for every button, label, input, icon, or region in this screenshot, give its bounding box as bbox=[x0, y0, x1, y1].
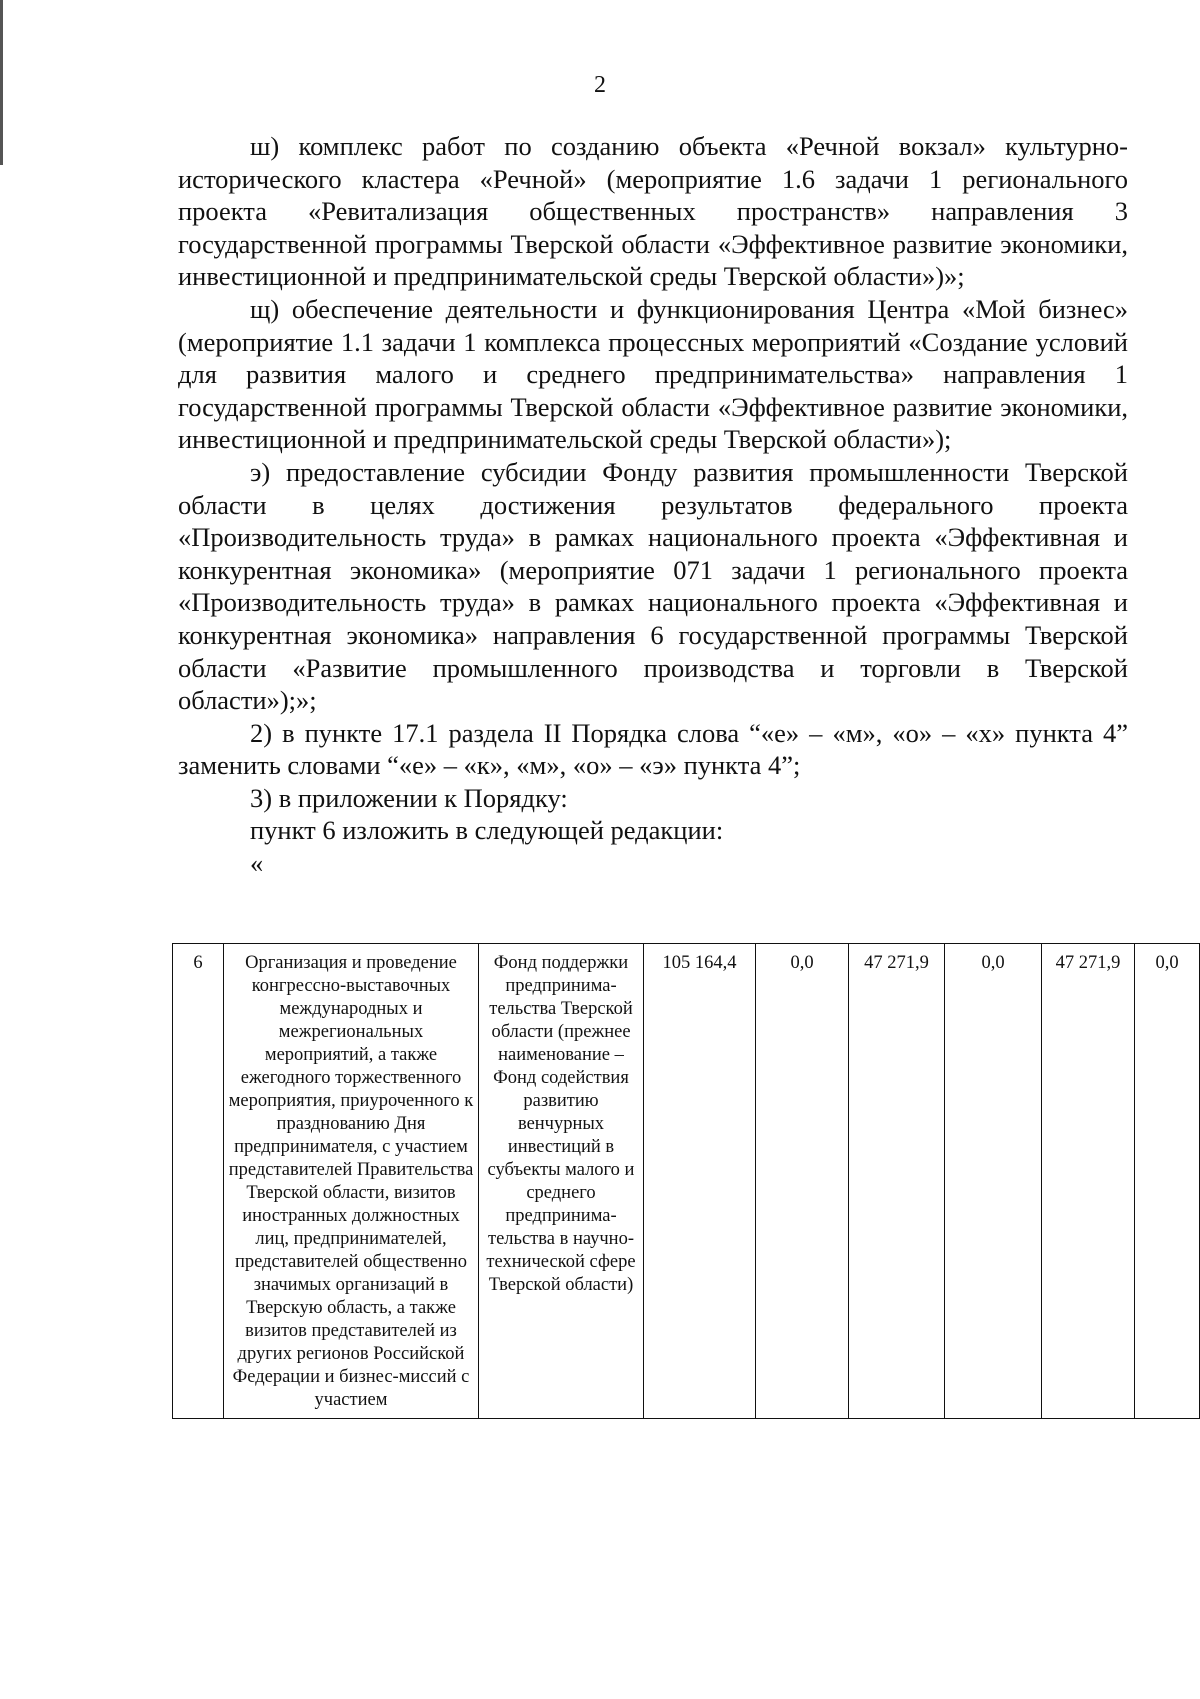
value-cell-1: 105 164,4 bbox=[644, 944, 756, 1419]
quote-open-mark: « bbox=[250, 848, 264, 879]
value-cell-4: 0,0 bbox=[945, 944, 1042, 1419]
paragraph-e: э) предоставление субсидии Фонду развития промышленности Тверской области в целях достижения результатов федерального проекта «Производительность труда» в рамках национального проекта «Эффективная и конкурентная экономика» (мероприятие 071 задачи 1 регионального проекта «Производительность труда» в рамках национального проекта «Эффективная и конкурентная экономика» направления 6 государственной программы Тверской области «Развитие промышленного производства и торговли в Тверской области»);»; bbox=[178, 456, 1128, 716]
value-cell-3: 47 271,9 bbox=[849, 944, 945, 1419]
paragraph-item-3: 3) в приложении к Порядку: bbox=[250, 782, 568, 813]
page-number: 2 bbox=[594, 72, 606, 98]
value-cell-2: 0,0 bbox=[756, 944, 849, 1419]
organization-cell: Фонд поддержки предпринима-тельства Тверской области (прежнее наименование – Фонд содействия развитию венчурных инвестиций в субъекты малого и среднего предпринима-тельства в научно-технической сфере Тверской области) bbox=[479, 944, 644, 1419]
appendix-table bbox=[172, 943, 1200, 1419]
document-body bbox=[178, 130, 1128, 880]
row-number-cell: 6 bbox=[173, 944, 224, 1419]
paragraph-item-3-sub: пункт 6 изложить в следующей редакции: bbox=[250, 815, 724, 846]
table-row bbox=[173, 944, 1200, 1419]
event-name-cell: Организация и проведение конгрессно-выставочных международных и межрегиональных мероприятий, а также ежегодного торжественного мероприятия, приуроченного к празднованию Дня предпринимателя, с участием представителей Правительства Тверской области, визитов иностранных должностных лиц, предпринимателей, представителей общественно значимых организаций в Тверскую область, а также визитов представителей из других регионов Российской Федерации и бизнес-миссий с участием bbox=[224, 944, 479, 1419]
paragraph-item-2: 2) в пункте 17.1 раздела II Порядка слова “«е» – «м», «о» – «х» пункта 4” заменить словами “«е» – «к», «м», «о» – «э» пункта 4”; bbox=[178, 717, 1128, 781]
value-cell-6: 0,0 bbox=[1135, 944, 1200, 1419]
paragraph-sh: ш) комплекс работ по созданию объекта «Речной вокзал» культурно-исторического кластера «Речной» (мероприятие 1.6 задачи 1 регионального проекта «Ревитализация общественных пространств» направления 3 государственной программы Тверской области «Эффективное развитие экономики, инвестиционной и предпринимательской среды Тверской области»)»; bbox=[178, 131, 1128, 292]
value-cell-5: 47 271,9 bbox=[1042, 944, 1135, 1419]
paragraph-shch: щ) обеспечение деятельности и функционирования Центра «Мой бизнес» (мероприятие 1.1 задачи 1 комплекса процессных мероприятий «Создание условий для развития малого и среднего предпринимательства» направления 1 государственной программы Тверской области «Эффективное развитие экономики, инвестиционной и предпринимательской среды Тверской области»); bbox=[178, 293, 1128, 455]
